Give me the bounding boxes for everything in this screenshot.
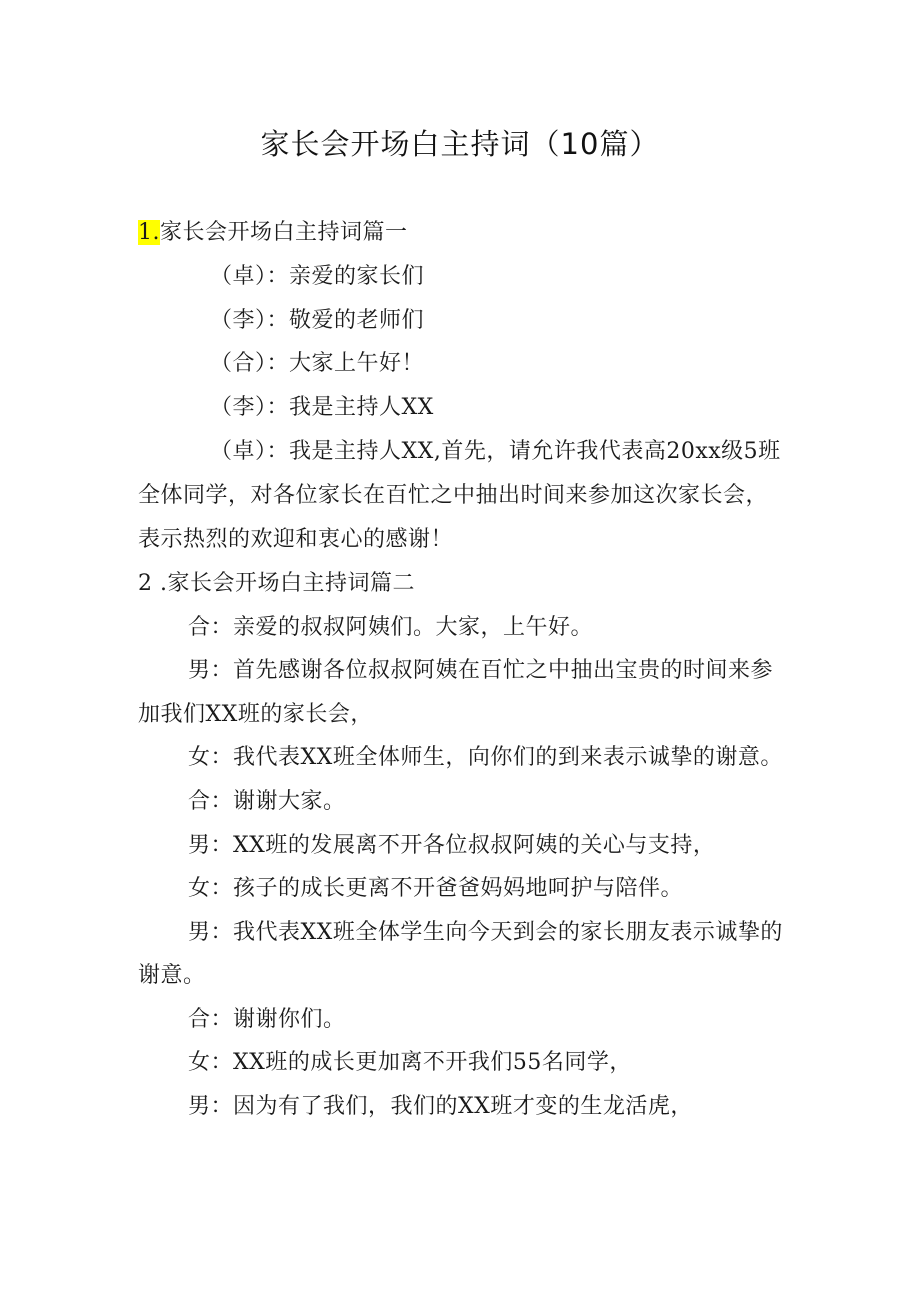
section-heading-text: 家长会开场白主持词篇一 — [160, 220, 408, 245]
dialogue-line — [210, 306, 424, 336]
dialogue-text: 敬爱的老师们 — [289, 308, 425, 333]
speaker-label: （李）： — [210, 395, 290, 420]
paragraph-continuation: 谢意。 — [138, 963, 206, 988]
dialogue-text: 我是主持人XX — [289, 395, 434, 420]
dialogue-line: 男：XX班的发展离不开各位叔叔阿姨的关心与支持， — [188, 833, 716, 858]
highlighted-section-number: 1. — [138, 220, 160, 245]
dialogue-text: 大家上午好！ — [289, 351, 425, 376]
dialogue-line — [210, 262, 424, 292]
dialogue-text: 我是主持人XX,首先，请允许我代表高20xx级5班 — [289, 439, 781, 464]
dialogue-line — [210, 437, 781, 467]
speaker-label: （合）： — [210, 351, 290, 376]
dialogue-line: 女：孩子的成长更离不开爸爸妈妈地呵护与陪伴。 — [188, 876, 684, 901]
section-heading-2: 2 .家长会开场白主持词篇二 — [138, 571, 415, 596]
speaker-label: （卓）： — [210, 439, 290, 464]
dialogue-line: 男：我代表XX班全体学生向今天到会的家长朋友表示诚挚的 — [188, 920, 783, 945]
speaker-label: （卓）： — [210, 264, 290, 289]
dialogue-line: 女：我代表XX班全体师生，向你们的到来表示诚挚的谢意。 — [188, 745, 783, 770]
dialogue-line: 男：首先感谢各位叔叔阿姨在百忙之中抽出宝贵的时间来参 — [188, 658, 774, 683]
dialogue-line: 合：亲爱的叔叔阿姨们。大家，上午好。 — [188, 615, 594, 640]
dialogue-line: 合：谢谢你们。 — [188, 1007, 346, 1032]
paragraph-continuation: 加我们XX班的家长会， — [138, 702, 373, 727]
dialogue-line — [210, 349, 424, 379]
section-heading-1 — [138, 218, 408, 248]
page-title: 家长会开场白主持词（10篇） — [260, 127, 660, 161]
paragraph-continuation: 表示热烈的欢迎和衷心的感谢！ — [138, 527, 454, 552]
dialogue-text: 亲爱的家长们 — [289, 264, 425, 289]
dialogue-line: 女：XX班的成长更加离不开我们55名同学， — [188, 1050, 632, 1075]
dialogue-line — [210, 393, 434, 423]
dialogue-line: 男：因为有了我们，我们的XX班才变的生龙活虎， — [188, 1094, 693, 1119]
dialogue-line: 合：谢谢大家。 — [188, 789, 346, 814]
paragraph-continuation: 全体同学，对各位家长在百忙之中抽出时间来参加这次家长会， — [138, 483, 769, 508]
speaker-label: （李）： — [210, 308, 290, 333]
